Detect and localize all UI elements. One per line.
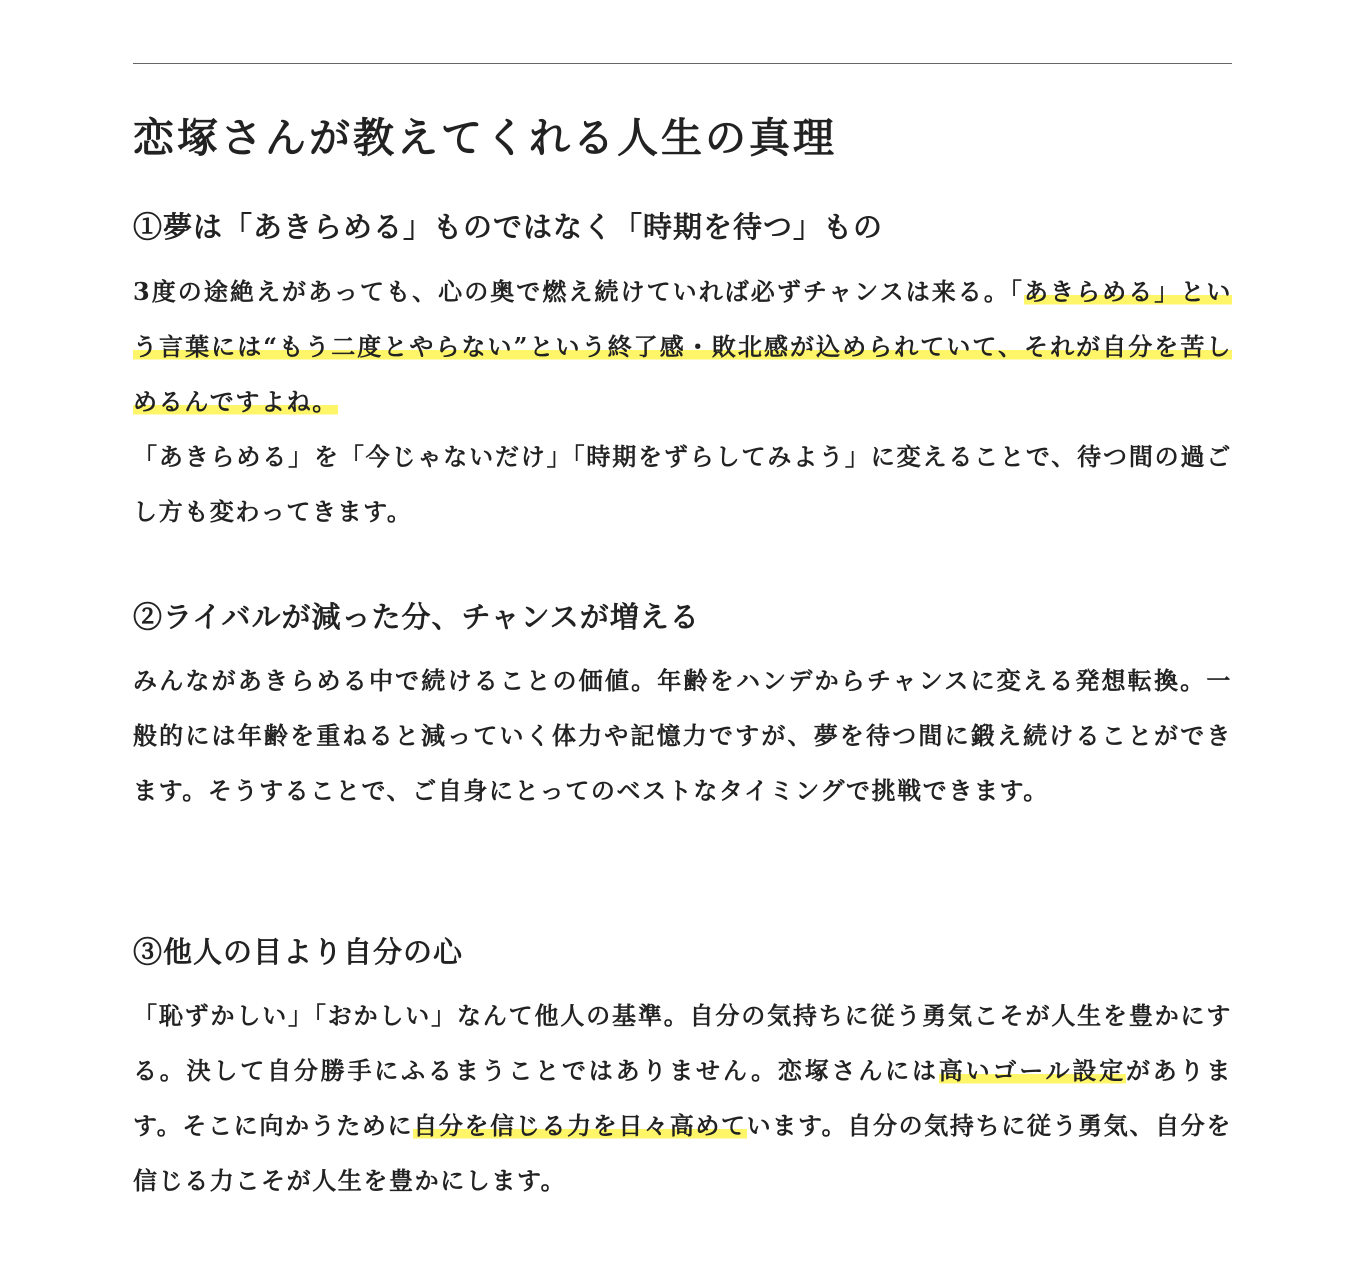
top-divider [133, 63, 1232, 64]
section-1-paragraph-2: 「あきらめる」を「今じゃないだけ」「時期をずらしてみよう」に変えることで、待つ間の過ごし方も変わってきます。 [133, 442, 1232, 526]
paragraph-text: 3度の途絶えがあっても、心の奥で燃え続けていれば必ずチャンスは来る。「 [133, 277, 1024, 306]
highlighted-text: 自分を信じる力を日々高めて [413, 1111, 747, 1140]
section-heading-1: ①夢は「あきらめる」ものではなく「時期を待つ」もの [133, 210, 884, 244]
section-1-paragraph-1 [133, 264, 1232, 429]
paragraph-text: があります。そこに向かうために [133, 1056, 1233, 1140]
section-2-paragraph: みんながあきらめる中で続けることの価値。年齢をハンデからチャンスに変える発想転換。一般的には年齢を重ねると減っていく体力や記憶力ですが、夢を待つ間に鍛え続けることができます。そうすることで、ご自身にとってのベストなタイミングで挑戦できます。 [133, 666, 1232, 805]
highlighted-text: 高いゴール設定 [938, 1056, 1126, 1085]
section-heading-2: ②ライバルが減った分、チャンスが増える [133, 600, 700, 634]
paragraph-text: 「恥ずかしい」「おかしい」なんて他人の基準。自分の気持ちに従う勇気こそが人生を豊かにする。決して自分勝手にふるまうことではありません。恋塚さんには [133, 1001, 1232, 1085]
paragraph-text: います。自分の気持ちに従う勇気、自分を信じる力こそが人生を豊かにします。 [133, 1111, 1232, 1195]
highlighted-text: あきらめる」という言葉には“もう二度とやらない”という終了感・敗北感が込められていて、それが自分を苦しめるんですよね。 [133, 277, 1232, 416]
section-3-paragraph [133, 988, 1232, 1208]
section-heading-3: ③他人の目より自分の心 [133, 935, 464, 969]
article-title: 恋塚さんが教えてくれる人生の真理 [133, 114, 837, 162]
